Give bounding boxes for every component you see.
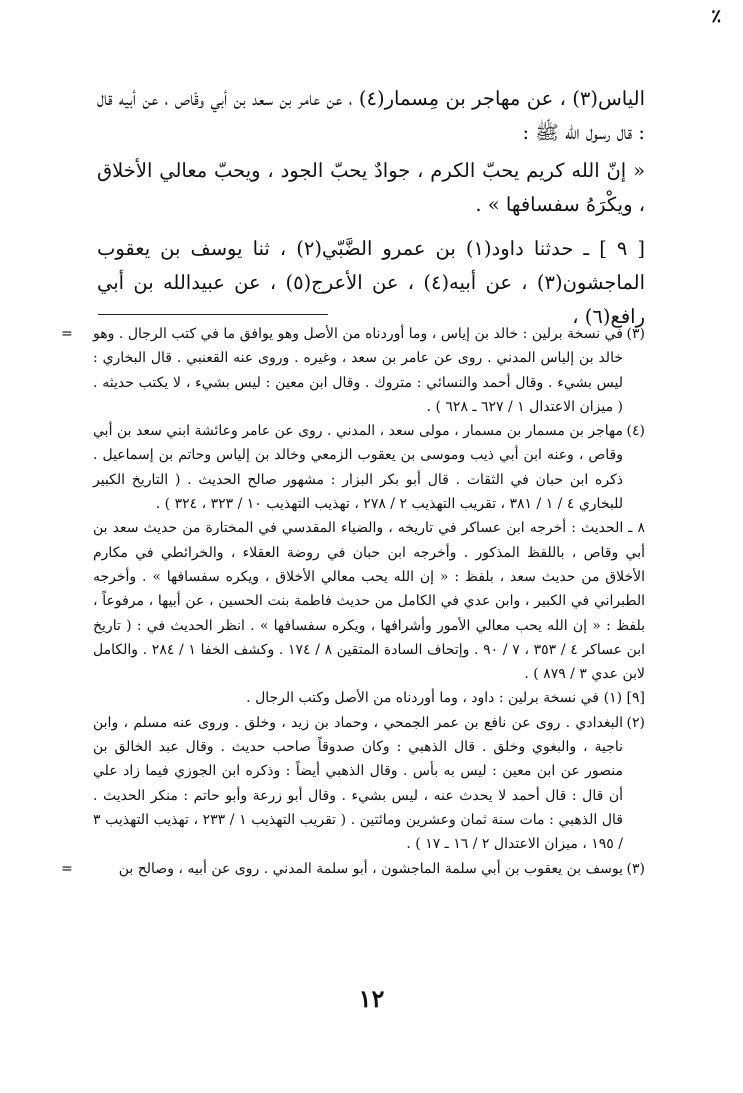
footnote-text: يوسف بن يعقوب بن أبي سلمة الماجشون ، أبو سلمة المدني . روى عن أبيه ، وصالح بن	[118, 860, 623, 877]
footnote-marker: (٤)	[626, 423, 645, 440]
main-hadith-text	[97, 82, 645, 334]
footnote-9-2	[93, 711, 645, 857]
page-number: ١٢	[358, 984, 385, 1013]
footnote-marker: (٣)	[626, 860, 645, 877]
footnote-4	[93, 419, 645, 516]
footnote-text: مهاجر بن مسمار بن مسمار ، مولى سعد ، المدني . روى عن عامر وعائشة ابني سعد بن أبي وقاص ، وعنه ابن أبي ذيب وموسى بن يعقوب الزمعي وخالد بن إلياس وحاتم بن إسماعيل . ذكره ابن حبان في الثقات . قال أبو بكر البزار : مشهور صالح الحديث . ( التاريخ الكبير للبخاري ٤ / ١ / ٣٨١ ، تقريب التهذيب ٢ / ٢٧٨ ، تهذيب التهذيب ١٠ / ٣٢٣ ، ٣٢٤ ) .	[93, 423, 623, 513]
footnote-9-3	[61, 857, 645, 881]
footnotes	[61, 322, 646, 881]
footnote-divider	[98, 314, 328, 315]
footnote-marker: (٣)	[626, 326, 645, 342]
footnote-text: في نسخة برلين : خالد بن إياس ، وما أوردناه من الأصل وهو يوافق ما في كتب الرجال . وهو خالد بن إلياس المدني . روى عن عامر بن سعد ، وغيره . وروى عنه القعنبي . قال البخاري : ليس بشيء . وقال أحمد والنسائي : متروك . وقال ابن معين : ليس بشيء ، لا يكتب حديثه . ( ميزان الاعتدال ١ / ٦٢٧ ـ ٦٢٨ ) .	[93, 326, 623, 415]
hadith-9-isnad: [ ٩ ] ـ حدثنا داود(١) بن عمرو الضَّبّي(٢) ، ثنا يوسف بن يعقوب الماجشون(٣) ، عن أبيه(٤) ، عن الأعرج(٥) ، عن عبيدالله بن أبي رافع(٦) ،	[97, 237, 646, 328]
footnote-9-1	[93, 686, 645, 710]
footnote-text: البغدادي . روى عن نافع بن عمر الجمحي ، وحماد بن زيد ، وخلق . وروى عنه مسلم ، وابن ناجية ، والبغوي وخلق . قال الذهبي : وكان صدوقاً صاحب حديث . وقال عبد الخالق بن منصور عن ابن معين : ليس به بأس . وقال الذهبي أيضاً : وذكره ابن الجوزي فيما زاد علي أن قال : قال أحمد لا يحدث عنه ، ليس بشيء . وقال أبو زرعة وأبو حاتم : منكر الحديث . قال الذهبي : مات سنة ثمان وعشرين ومائتين . ( تقريب التهذيب ١ / ٢٣٣ ، تهذيب التهذيب ٣ / ١٩٥ ، ميزان الاعتدال ٢ / ١٦ ـ ١٧ ) .	[93, 714, 623, 853]
footnote-text: ٨ ـ الحديث : أخرجه ابن عساكر في تاريخه ، والضياء المقدسي في المختارة من حديث سعد بن أبي وقاص ، باللفظ المذكور . وأخرجه ابن حبان في روضة العقلاء ، والخرائطي في مكارم الأخلاق من حديث سعد ، بلفظ : « إن الله يحب معالي الأخلاق ، ويكره سفسافها » . وأخرجه الطبراني في الكبير ، وابن عدي في الكامل من حديث فاطمة بنت الحسين ، عن أبيها ، مرفوعاً ، بلفظ : « إن الله يحب معالي الأمور وأشرافها ، ويكره سفسافها » . انظر الحديث في : ( تاريخ ابن عساكر ٤ / ٣٥٣ ، ٧ / ٩٠ . وإتحاف السادة المتقين ٨ / ١٧٤ . وكشف الخفا ١ / ٢٨٤ . والكامل لابن عدي ٣ / ٨٧٩ ) .	[93, 520, 646, 683]
footnote-text: في نسخة برلين : داود ، وما أوردناه من الأصل وكتب الرجال .	[246, 690, 599, 707]
corner-mark: ٪	[711, 6, 721, 27]
footnote-marker: (٢)	[626, 714, 645, 731]
isnad-continuation: الياس(٣) ، عن مهاجر بن مِسمار(٤) ، عن عامر بن سعد بن أبي وقّاص ، عن أبيه قال : قال رسول الله ﷺ :	[97, 87, 645, 144]
continuation-mark: =	[61, 860, 73, 877]
continuation-mark: =	[61, 326, 73, 342]
footnote-marker: [٩] (١)	[603, 690, 645, 707]
footnote-hadith-8	[93, 516, 645, 686]
footnote-3	[61, 322, 645, 419]
hadith-8-quote: « إنّ الله كريم يحبّ الكرم ، جوادٌ يحبّ الجود ، ويحبّ معالي الأخلاق ، ويكْرَهُ سفسافها » .	[97, 159, 645, 216]
